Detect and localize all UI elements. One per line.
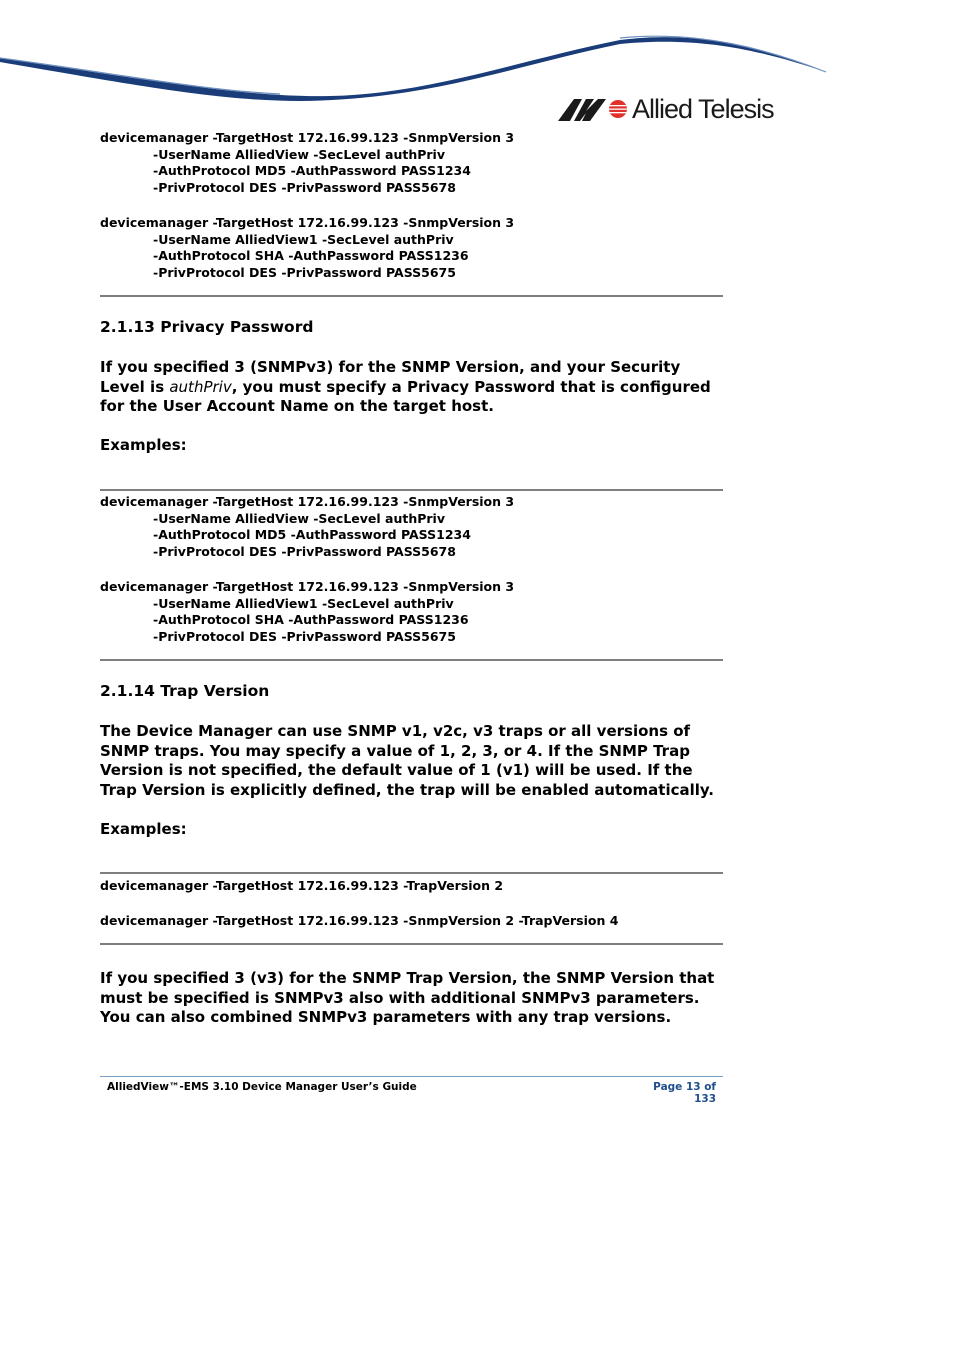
logo-text: Allied Telesis	[632, 94, 774, 124]
header-swoosh	[0, 0, 954, 110]
examples-label: Examples:	[100, 436, 187, 454]
code-example	[100, 130, 514, 196]
page-number: Page 13 of 133	[653, 1081, 716, 1105]
code-line: devicemanager -TargetHost 172.16.99.123 -SnmpVersion 3	[100, 215, 515, 230]
code-line: -AuthProtocol MD5 -AuthPassword PASS1234	[153, 163, 471, 179]
code-line: -PrivProtocol DES -PrivPassword PASS5675	[153, 264, 456, 280]
paragraph-italic-text: authPriv	[169, 377, 232, 396]
code-line: -AuthProtocol SHA -AuthPassword PASS1236	[153, 248, 469, 264]
code-line: -UserName AlliedView -SecLevel authPriv	[153, 510, 445, 526]
logo-mark-icon	[556, 97, 628, 123]
paragraph-text: If you specified 3 (SNMPv3) for the SNMP Version, and your Security Level is	[100, 358, 681, 396]
divider	[100, 489, 723, 491]
code-line: -PrivProtocol DES -PrivPassword PASS5678	[153, 543, 456, 559]
divider	[100, 295, 723, 297]
section-heading: 2.1.13 Privacy Password	[100, 318, 314, 336]
examples-label: Examples:	[100, 820, 187, 838]
code-line: devicemanager -TargetHost 172.16.99.123 -SnmpVersion 3	[100, 494, 515, 509]
code-line: -PrivProtocol DES -PrivPassword PASS5678	[153, 179, 456, 195]
code-line: devicemanager -TargetHost 172.16.99.123 -SnmpVersion 3	[100, 579, 515, 594]
code-line: devicemanager -TargetHost 172.16.99.123 -SnmpVersion 2 -TrapVersion 4	[100, 913, 619, 928]
footer-title: AlliedView™-EMS 3.10 Device Manager User’s Guide	[107, 1081, 417, 1093]
divider	[100, 659, 723, 661]
section-paragraph	[100, 358, 730, 417]
code-example	[100, 494, 514, 560]
divider	[100, 872, 723, 874]
code-line: -UserName AlliedView -SecLevel authPriv	[153, 146, 445, 162]
code-line: -UserName AlliedView1 -SecLevel authPriv	[153, 595, 454, 611]
footer-divider	[100, 1076, 723, 1077]
code-line: devicemanager -TargetHost 172.16.99.123 -TrapVersion 2	[100, 878, 504, 893]
code-line: devicemanager -TargetHost 172.16.99.123 -SnmpVersion 3	[100, 130, 515, 145]
section-heading: 2.1.14 Trap Version	[100, 682, 270, 700]
code-line: -AuthProtocol SHA -AuthPassword PASS1236	[153, 612, 469, 628]
allied-telesis-logo	[556, 94, 774, 125]
code-line: -AuthProtocol MD5 -AuthPassword PASS1234	[153, 527, 471, 543]
closing-paragraph: If you specified 3 (v3) for the SNMP Trap Version, the SNMP Version that must be specified is SNMPv3 also with additional SNMPv3 parameters. You can also combined SNMPv3 parameters with any trap versions.	[100, 969, 715, 1027]
code-example	[100, 579, 514, 645]
code-example	[100, 215, 514, 281]
divider	[100, 943, 723, 945]
section-paragraph: The Device Manager can use SNMP v1, v2c, v3 traps or all versions of SNMP traps. You may specify a value of 1, 2, 3, or 4. If the SNMP Trap Version is not specified, the default value of 1 (v1) will be used. If the Trap Version is explicitly defined, the trap will be enabled automatically.	[100, 722, 714, 799]
code-line: -UserName AlliedView1 -SecLevel authPriv	[153, 231, 454, 247]
code-line: -PrivProtocol DES -PrivPassword PASS5675	[153, 628, 456, 644]
paragraph-text: , you must specify a Privacy Password that is configured for the User Account Name on the target host.	[100, 377, 711, 416]
